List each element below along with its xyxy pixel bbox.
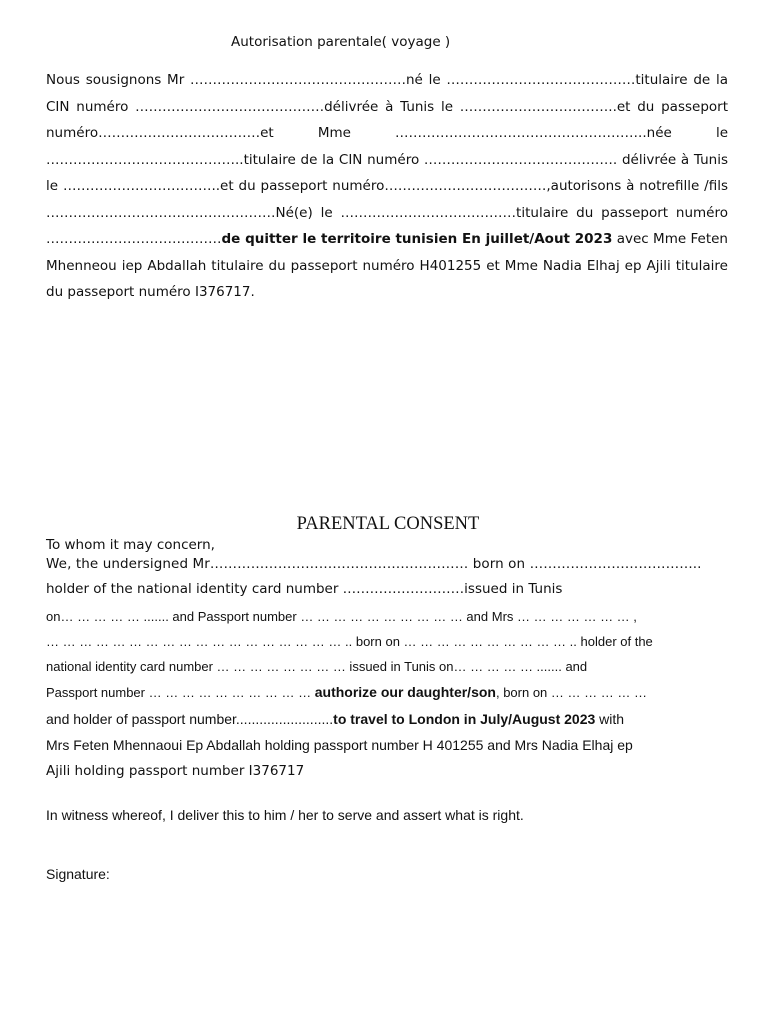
english-companions-line-2: Ajili holding passport number I376717: [46, 763, 305, 779]
french-body-text: Nous sousignons Mr …………………………………………né le ……………………………………titulaire de la CIN numéro ……………………………………délivrée à Tunis le ……………………………..et du passeport numéro………………………………et Mme ………………………………………………..née le ……………………………………..titulaire de la CIN numéro ……………………………………. délivrée à Tunis le ……………………………..et du passeport numéro………………………………,autorisons à notrefille /fils ……………………………………………Né(e) le …………………………………titulaire du passeport numéro …………………………………: [46, 72, 728, 247]
french-body-rest: avec Mme Feten Mhenneou iep Abdallah titulaire du passeport numéro H401255 et Mme Nadia Elhaj ep Ajili titulaire du passeport numéro I376717.: [46, 231, 728, 300]
english-mrs-born-line: … … … … … … … … … … … … … … … … … … .. born on … … … … … … … … … … .. holder of the: [46, 634, 653, 649]
french-body-bold: de quitter le territoire tunisien En juillet/Aout 2023: [221, 231, 613, 247]
witness-statement: In witness whereof, I deliver this to him / her to serve and assert what is right.: [46, 807, 524, 823]
french-body: [46, 67, 728, 306]
french-title: Autorisation parentale( voyage ): [231, 34, 451, 50]
english-passport-line: on… … … … … ....... and Passport number … … … … … … … … … … and Mrs … … … … … … … ,: [46, 609, 637, 624]
english-issued-line: national identity card number … … … … … … … … issued in Tunis on… … … … … ....... and: [46, 659, 588, 674]
english-authorize-line: [46, 684, 647, 700]
english-travel-suffix: with: [595, 711, 625, 727]
english-authorize-bold: authorize our daughter/son: [314, 684, 496, 700]
english-travel-prefix: and holder of passport number.........................: [46, 711, 334, 727]
english-title: PARENTAL CONSENT: [296, 514, 480, 534]
english-authorize-suffix: , born on … … … … … …: [495, 685, 647, 700]
signature-label: Signature:: [46, 866, 110, 882]
english-undersigned-line: We, the undersigned Mr………………………………………………… born on ………………………………..: [46, 556, 702, 572]
english-travel-line: [46, 711, 624, 727]
english-companions-line: Mrs Feten Mhennaoui Ep Abdallah holding passport number H 401255 and Mrs Nadia Elhaj ep: [46, 737, 633, 753]
english-authorize-prefix: Passport number … … … … … … … … … …: [46, 685, 315, 700]
english-id-card-line: holder of the national identity card number ………………………issued in Tunis: [46, 581, 563, 597]
english-travel-bold: to travel to London in July/August 2023: [333, 711, 596, 727]
english-salutation: To whom it may concern,: [46, 537, 215, 553]
